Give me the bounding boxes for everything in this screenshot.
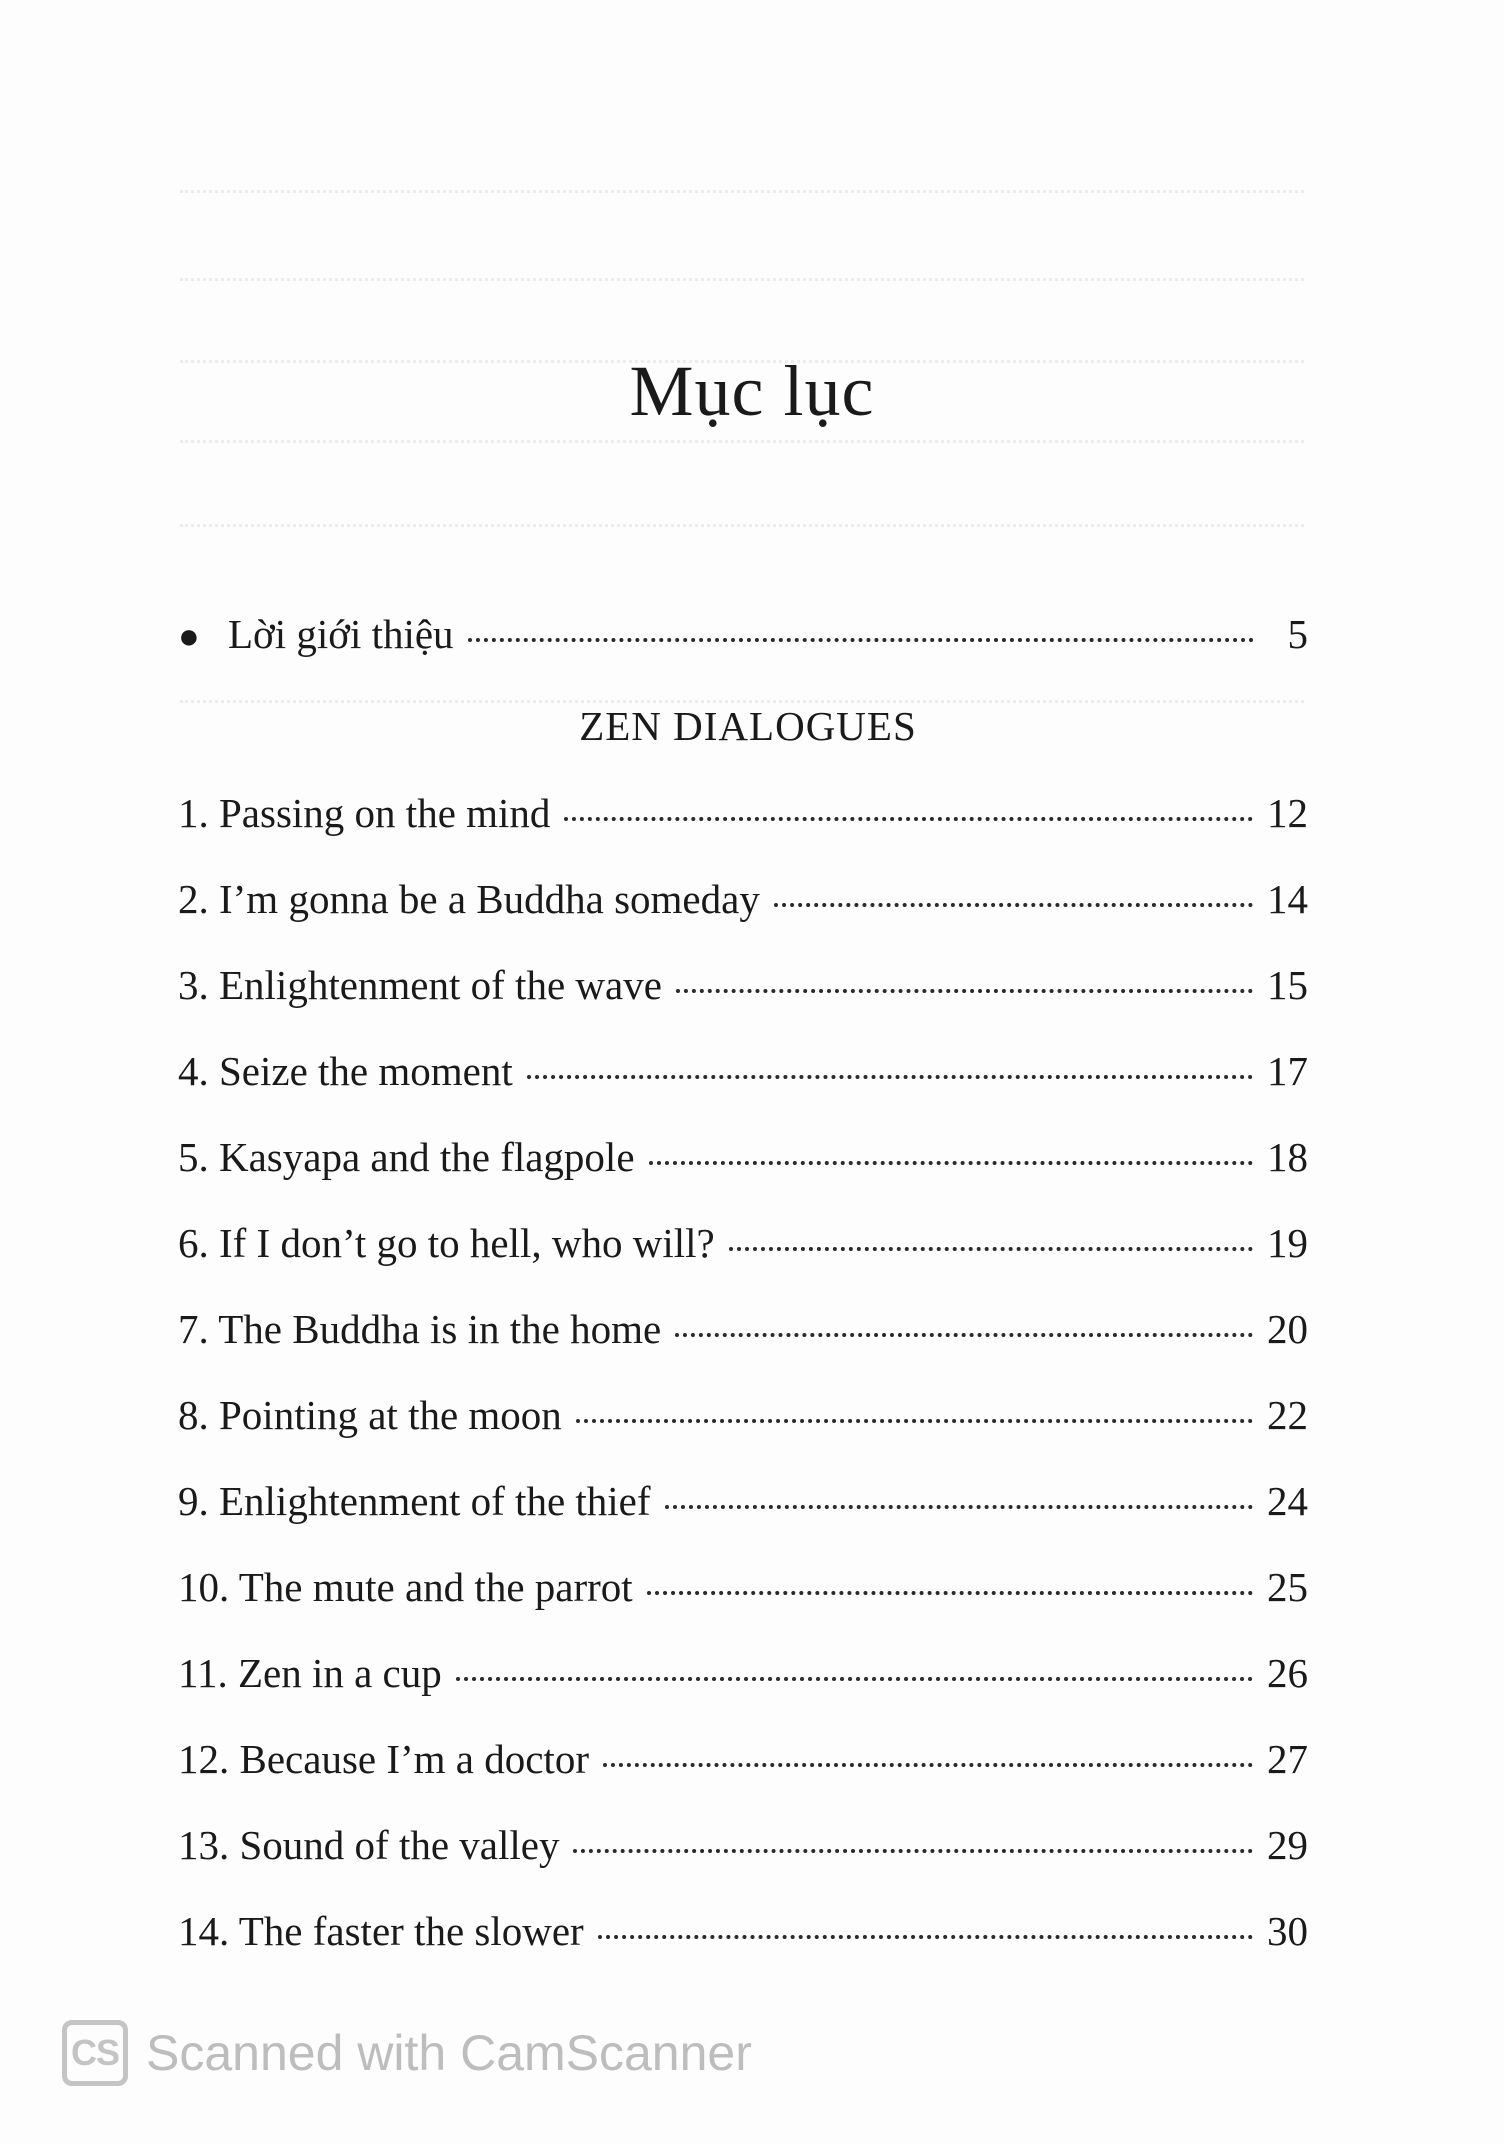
dot-leader xyxy=(603,1763,1253,1767)
toc-entry-label: 7. The Buddha is in the home xyxy=(178,1306,662,1352)
toc-entry-page: 14 xyxy=(1267,876,1308,922)
dot-leader xyxy=(676,989,1253,993)
watermark-text: Scanned with CamScanner xyxy=(146,2025,752,2081)
toc-entry xyxy=(178,1458,1308,1544)
bleed-through-line xyxy=(180,190,1304,197)
toc-entry xyxy=(178,1716,1308,1802)
dot-leader xyxy=(665,1505,1253,1509)
table-of-contents xyxy=(178,610,1308,1974)
toc-entry xyxy=(178,1028,1308,1114)
toc-intro-label: Lời giới thiệu xyxy=(228,611,454,657)
toc-entry-page: 22 xyxy=(1267,1392,1308,1438)
toc-entry-page: 29 xyxy=(1267,1822,1308,1868)
toc-entry xyxy=(178,1372,1308,1458)
camscanner-logo-icon: CS xyxy=(62,2020,128,2086)
dot-leader xyxy=(573,1849,1253,1853)
toc-entry xyxy=(178,1544,1308,1630)
toc-entry-label: 1. Passing on the mind xyxy=(178,790,551,836)
toc-entry xyxy=(178,1630,1308,1716)
toc-entry-label: 10. The mute and the parrot xyxy=(178,1564,633,1610)
dot-leader xyxy=(576,1419,1253,1423)
toc-entry xyxy=(178,1888,1308,1974)
dot-leader xyxy=(527,1075,1253,1079)
dot-leader xyxy=(598,1935,1253,1939)
toc-entry-label: 2. I’m gonna be a Buddha someday xyxy=(178,876,760,922)
toc-entry xyxy=(178,1114,1308,1200)
dot-leader xyxy=(729,1247,1253,1251)
dot-leader xyxy=(774,903,1253,907)
toc-entry-page: 15 xyxy=(1267,962,1308,1008)
toc-entry-label: 6. If I don’t go to hell, who will? xyxy=(178,1220,715,1266)
toc-entry xyxy=(178,770,1308,856)
toc-entry-label: 14. The faster the slower xyxy=(178,1908,584,1954)
dot-leader xyxy=(468,638,1254,642)
dot-leader xyxy=(647,1591,1253,1595)
toc-intro-entry xyxy=(178,610,1308,682)
bleed-through-line xyxy=(180,440,1304,447)
dot-leader xyxy=(564,817,1253,821)
toc-entry xyxy=(178,942,1308,1028)
toc-entry-label: 3. Enlightenment of the wave xyxy=(178,962,662,1008)
toc-entry-page: 17 xyxy=(1267,1048,1308,1094)
toc-entry xyxy=(178,1802,1308,1888)
toc-entry-label: 4. Seize the moment xyxy=(178,1048,513,1094)
camscanner-watermark xyxy=(62,2020,752,2086)
toc-entry-page: 27 xyxy=(1267,1736,1308,1782)
dot-leader xyxy=(675,1333,1253,1337)
toc-intro-page: 5 xyxy=(1287,611,1308,657)
toc-entry xyxy=(178,1286,1308,1372)
toc-entry-page: 18 xyxy=(1267,1134,1308,1180)
toc-entry-page: 26 xyxy=(1267,1650,1308,1696)
toc-entry-page: 20 xyxy=(1267,1306,1308,1352)
toc-entry-label: 12. Because I’m a doctor xyxy=(178,1736,589,1782)
bullet-icon: ● xyxy=(178,616,200,656)
dot-leader xyxy=(456,1677,1253,1681)
toc-entry-label: 11. Zen in a cup xyxy=(178,1650,442,1696)
dot-leader xyxy=(649,1161,1253,1165)
toc-entry-label: 8. Pointing at the moon xyxy=(178,1392,562,1438)
bleed-through-line xyxy=(180,524,1304,531)
bleed-through-line xyxy=(180,278,1304,285)
toc-entry xyxy=(178,1200,1308,1286)
toc-entry-page: 25 xyxy=(1267,1564,1308,1610)
page-title: Mục lục xyxy=(629,351,875,431)
toc-entry-label: 13. Sound of the valley xyxy=(178,1822,560,1868)
toc-entry-label: 5. Kasyapa and the flagpole xyxy=(178,1134,635,1180)
toc-entry-label: 9. Enlightenment of the thief xyxy=(178,1478,651,1524)
toc-entry xyxy=(178,856,1308,942)
toc-entry-page: 19 xyxy=(1267,1220,1308,1266)
toc-entry-page: 24 xyxy=(1267,1478,1308,1524)
toc-entry-page: 30 xyxy=(1267,1908,1308,1954)
section-heading: ZEN DIALOGUES xyxy=(579,703,917,749)
toc-entry-list xyxy=(178,770,1308,1974)
toc-entry-page: 12 xyxy=(1267,790,1308,836)
